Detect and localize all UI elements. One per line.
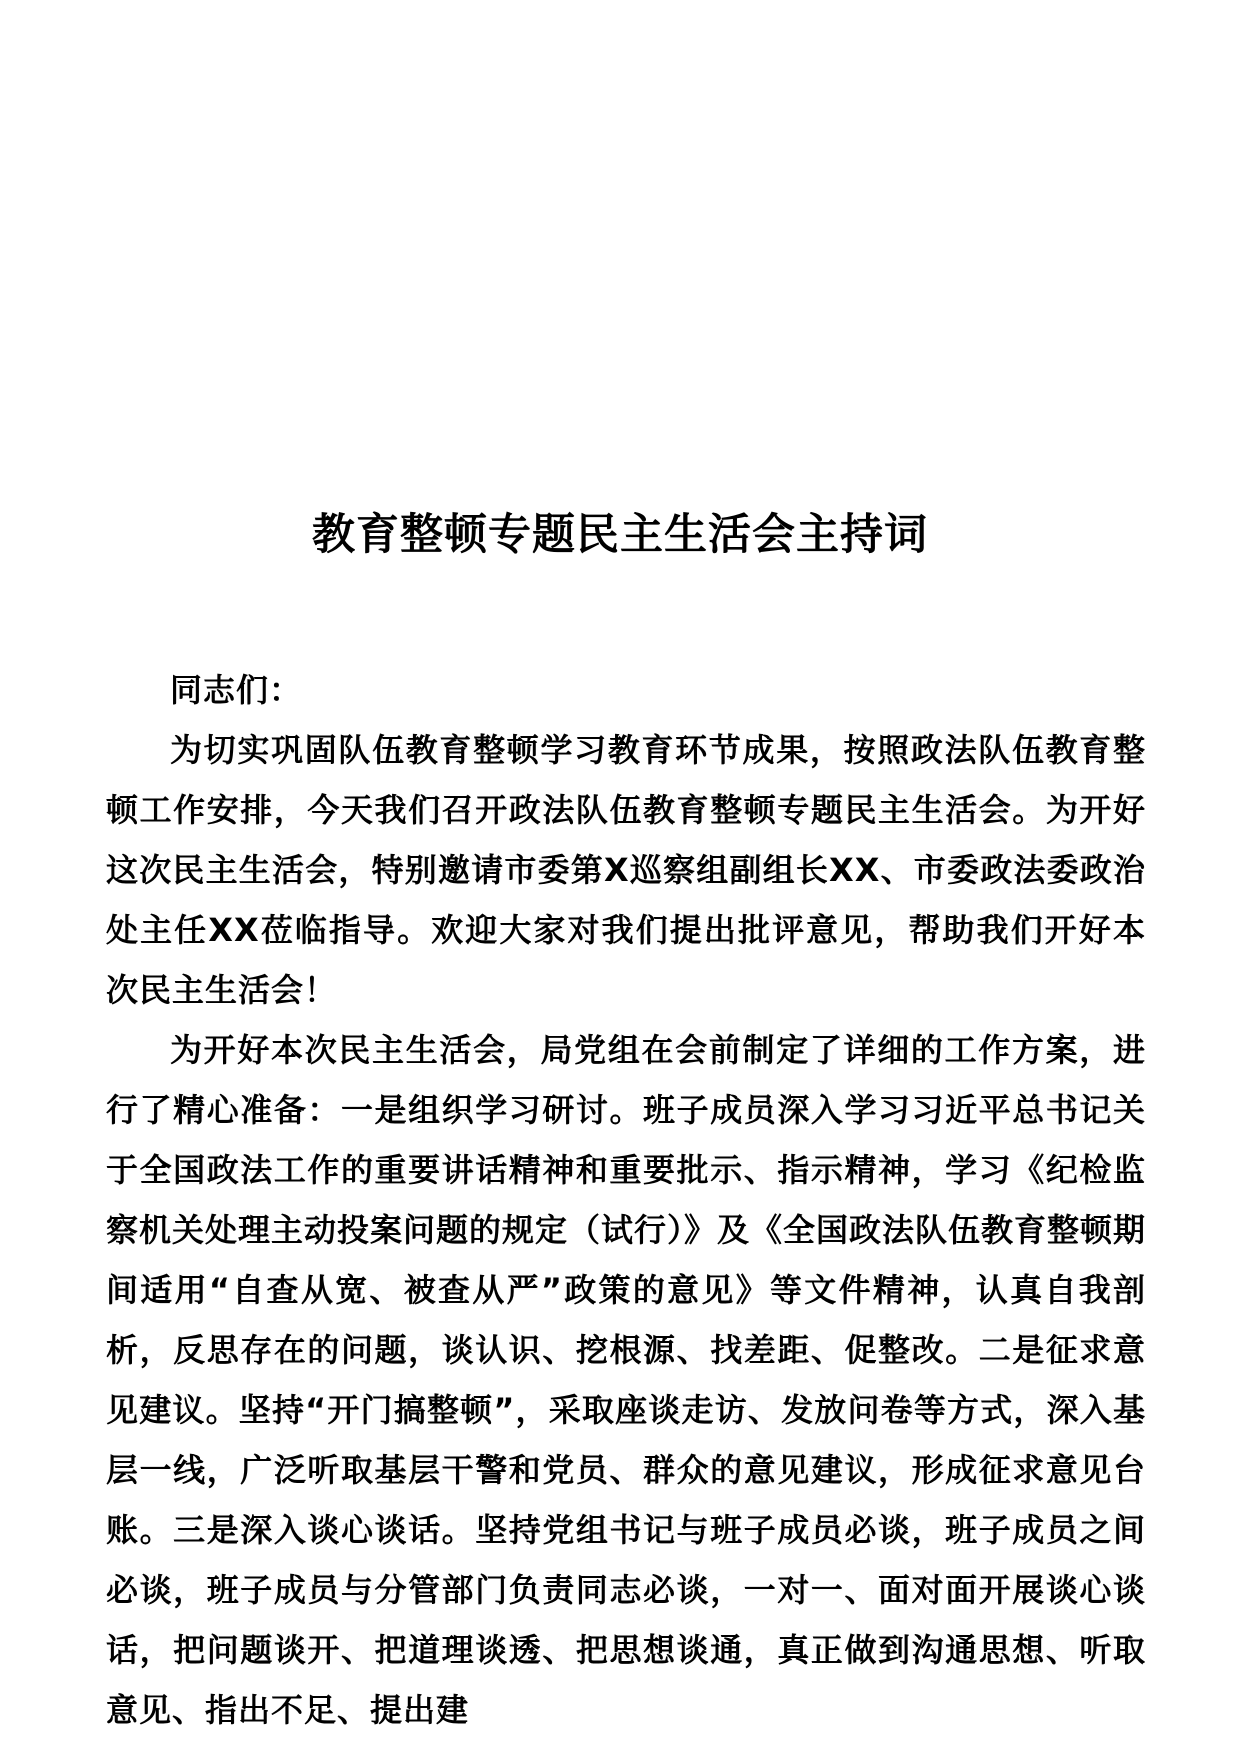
body-paragraph-2: 为开好本次民主生活会，局党组在会前制定了详细的工作方案，进行了精心准备：一是组织学习研讨。班子成员深入学习习近平总书记关于全国政法工作的重要讲话精神和重要批示、指示精神，学习《纪检监察机关处理主动投案问题的规定（试行）》及《全国政法队伍教育整顿期间适用“自查从宽、被查从严”政策的意见》等文件精神，认真自我剖析，反思存在的问题，谈认识、挖根源、找差距、促整改。二是征求意见建议。坚持“开门搞整顿”，采取座谈走访、发放问卷等方式，深入基层一线，广泛听取基层干警和党员、群众的意见建议，形成征求意见台账。三是深入谈心谈话。坚持党组书记与班子成员必谈，班子成员之间必谈，班子成员与分管部门负责同志必谈，一对一、面对面开展谈心谈话，把问题谈开、把道理谈透、把思想谈通，真正做到沟通思想、听取意见、指出不足、提出建 (106, 1031, 1147, 1729)
salutation: 同志们： (170, 671, 303, 709)
body-paragraph-1: 为切实巩固队伍教育整顿学习教育环节成果，按照政法队伍教育整顿工作安排，今天我们召开政法队伍教育整顿专题民主生活会。为开好这次民主生活会，特别邀请市委第X巡察组副组长XX、市委政法委政治处主任XX莅临指导。欢迎大家对我们提出批评意见，帮助我们开好本次民主生活会！ (106, 731, 1146, 1009)
document-title: 教育整顿专题民主生活会主持词 (312, 510, 928, 560)
document-body (106, 660, 1146, 1740)
